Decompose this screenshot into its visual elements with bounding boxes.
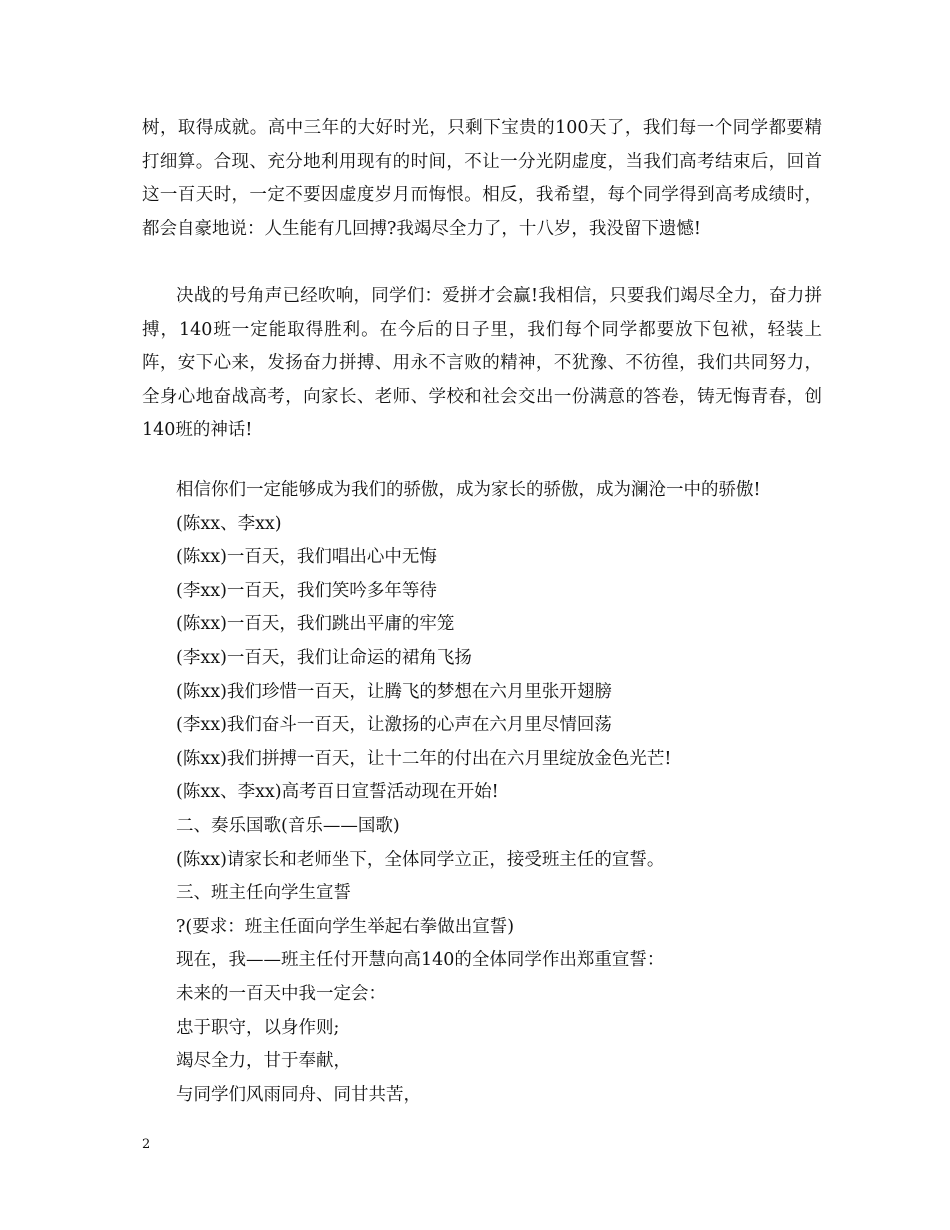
text-line: 现在，我——班主任付开慧向高140的全体同学作出郑重宣誓： [176, 950, 665, 970]
body-paragraph [142, 280, 822, 448]
text-line: (陈xx)我们珍惜一百天，让腾飞的梦想在六月里张开翅膀 [176, 682, 612, 702]
text-line: 忠于职守，以身作则; [176, 1018, 340, 1038]
text-line: (李xx)一百天，我们让命运的裙角飞扬 [176, 648, 472, 668]
text-line: ?(要求：班主任面向学生举起右拳做出宣誓) [176, 917, 515, 937]
text-line: (李xx)我们奋斗一百天，让激扬的心声在六月里尽情回荡 [176, 715, 612, 735]
text-line: (陈xx、李xx) [176, 514, 282, 534]
text-line: (陈xx)一百天，我们唱出心中无悔 [176, 547, 437, 567]
section-heading: 二、奏乐国歌(音乐——国歌) [176, 816, 400, 836]
text-line: 与同学们风雨同舟、同甘共苦， [176, 1085, 421, 1105]
paragraph-text: 树，取得成就。高中三年的大好时光，只剩下宝贵的100天了，我们每一个同学都要精打细算。合现、充分地利用现有的时间，不让一分光阴虚度，当我们高考结束后，回首这一百天时，一定不要因虚度岁月而悔恨。相反，我希望，每个同学得到高考成绩时，都会自豪地说：人生能有几回搏?我竭尽全力了，十八岁，我没留下遗憾! [142, 118, 822, 239]
text-line: 相信你们一定能够成为我们的骄傲，成为家长的骄傲，成为澜沧一中的骄傲! [176, 480, 761, 500]
text-line: (陈xx、李xx)高考百日宣誓活动现在开始! [176, 782, 499, 802]
text-line: (李xx)一百天，我们笑吟多年等待 [176, 581, 437, 601]
page-number: 2 [142, 1137, 151, 1152]
text-line: 未来的一百天中我一定会： [176, 984, 386, 1004]
paragraph-text: 决战的号角声已经吹响，同学们：爱拼才会赢!我相信，只要我们竭尽全力，奋力拼搏，140班一定能取得胜利。在今后的日子里，我们每个同学都要放下包袱，轻装上阵，安下心来，发扬奋力拼搏、用永不言败的精神，不犹豫、不彷徨，我们共同努力，全身心地奋战高考，向家长、老师、学校和社会交出一份满意的答卷，铸无悔青春，创140班的神话! [142, 286, 822, 441]
body-paragraph [142, 112, 822, 246]
text-line: (陈xx)一百天，我们跳出平庸的牢笼 [176, 614, 455, 634]
text-line: (陈xx)我们拼搏一百天，让十二年的付出在六月里绽放金色光芒! [176, 749, 672, 769]
text-line: 竭尽全力，甘于奉献， [176, 1051, 351, 1071]
section-heading: 三、班主任向学生宣誓 [176, 883, 351, 903]
text-line: (陈xx)请家长和老师坐下，全体同学立正，接受班主任的宣誓。 [176, 850, 665, 870]
